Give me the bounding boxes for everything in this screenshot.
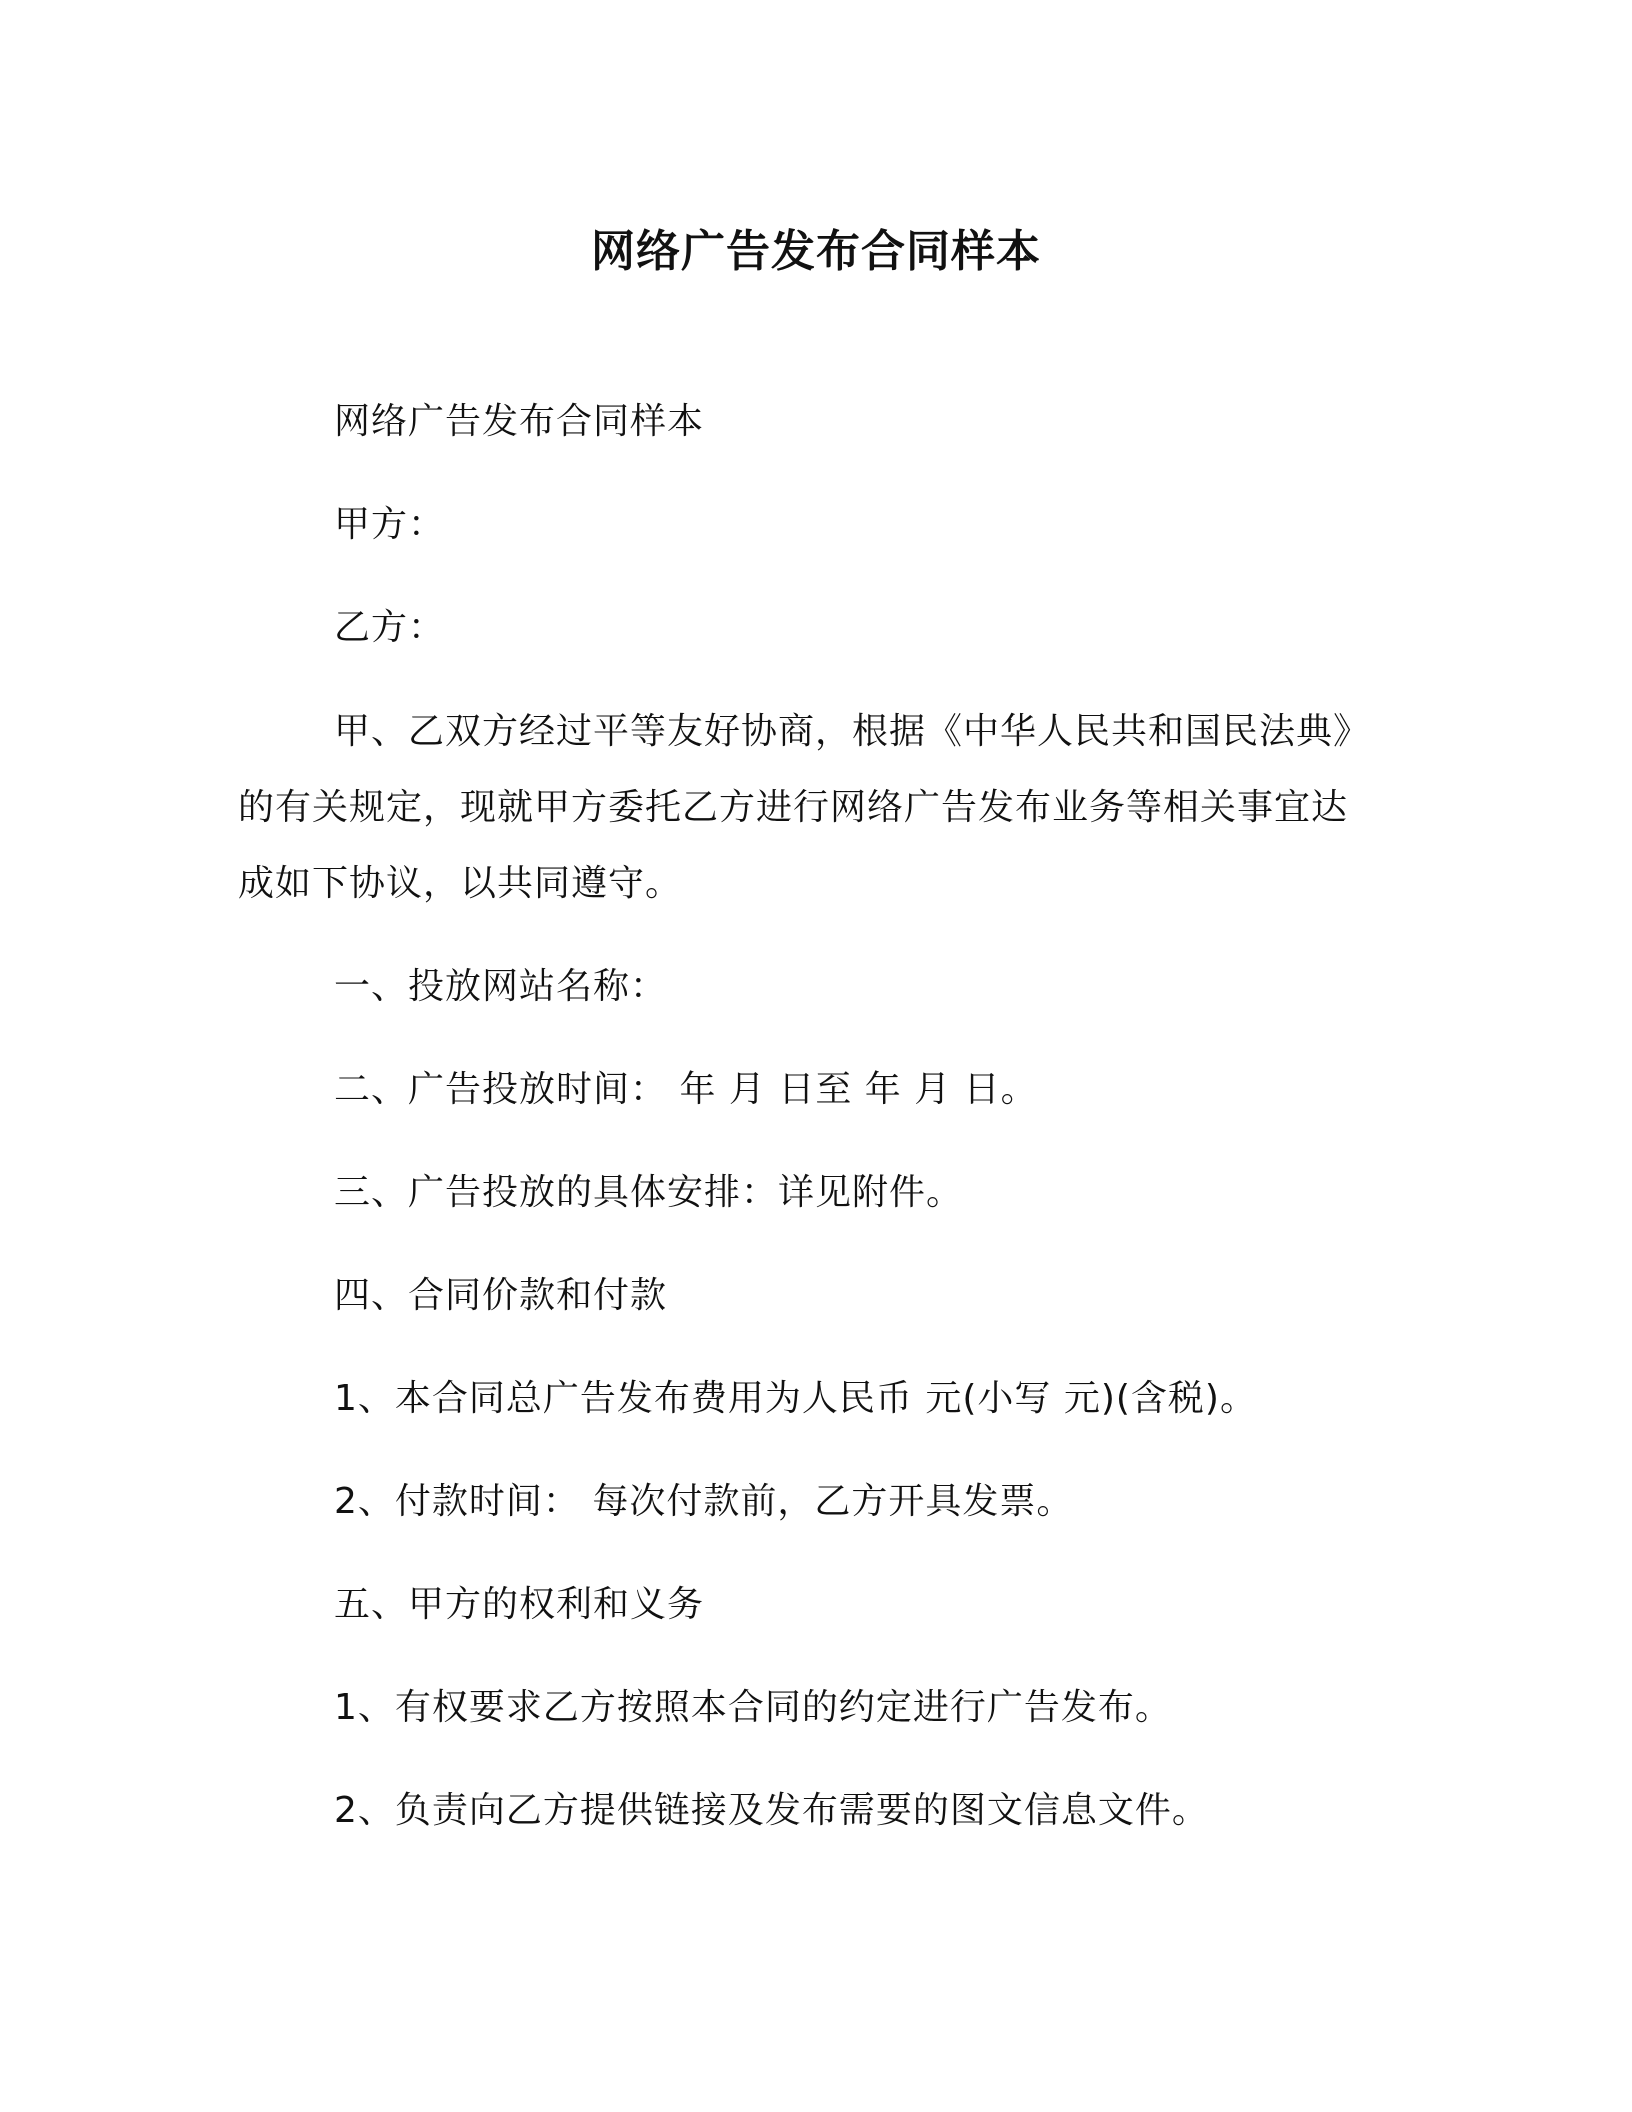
clause-website-name: 一、投放网站名称： bbox=[334, 966, 668, 1007]
clause-party-a-heading: 五、甲方的权利和义务 bbox=[334, 1584, 705, 1625]
intro-line-3: 成如下协议，以共同遵守。 bbox=[238, 863, 683, 904]
clause-ad-arrangement: 三、广告投放的具体安排：详见附件。 bbox=[334, 1172, 964, 1213]
clause-price-heading: 四、合同价款和付款 bbox=[334, 1275, 668, 1316]
party-b-label: 乙方： bbox=[334, 607, 446, 648]
document-title: 网络广告发布合同样本 bbox=[591, 226, 1041, 277]
clause-party-a-right-1: 1、有权要求乙方按照本合同的约定进行广告发布。 bbox=[334, 1687, 1172, 1728]
document-subtitle: 网络广告发布合同样本 bbox=[334, 401, 705, 442]
intro-line-2: 的有关规定，现就甲方委托乙方进行网络广告发布业务等相关事宜达 bbox=[238, 787, 1349, 828]
clause-party-a-duty-2: 2、负责向乙方提供链接及发布需要的图文信息文件。 bbox=[334, 1790, 1209, 1831]
intro-line-1: 甲、乙双方经过平等友好协商，根据《中华人民共和国民法典》 bbox=[334, 711, 1371, 752]
clause-ad-period: 二、广告投放时间： 年 月 日至 年 月 日。 bbox=[334, 1069, 1038, 1110]
clause-price-total: 1、本合同总广告发布费用为人民币 元(小写 元)(含税)。 bbox=[334, 1378, 1257, 1419]
party-a-label: 甲方： bbox=[334, 504, 446, 545]
clause-payment-time: 2、付款时间： 每次付款前，乙方开具发票。 bbox=[334, 1481, 1074, 1522]
